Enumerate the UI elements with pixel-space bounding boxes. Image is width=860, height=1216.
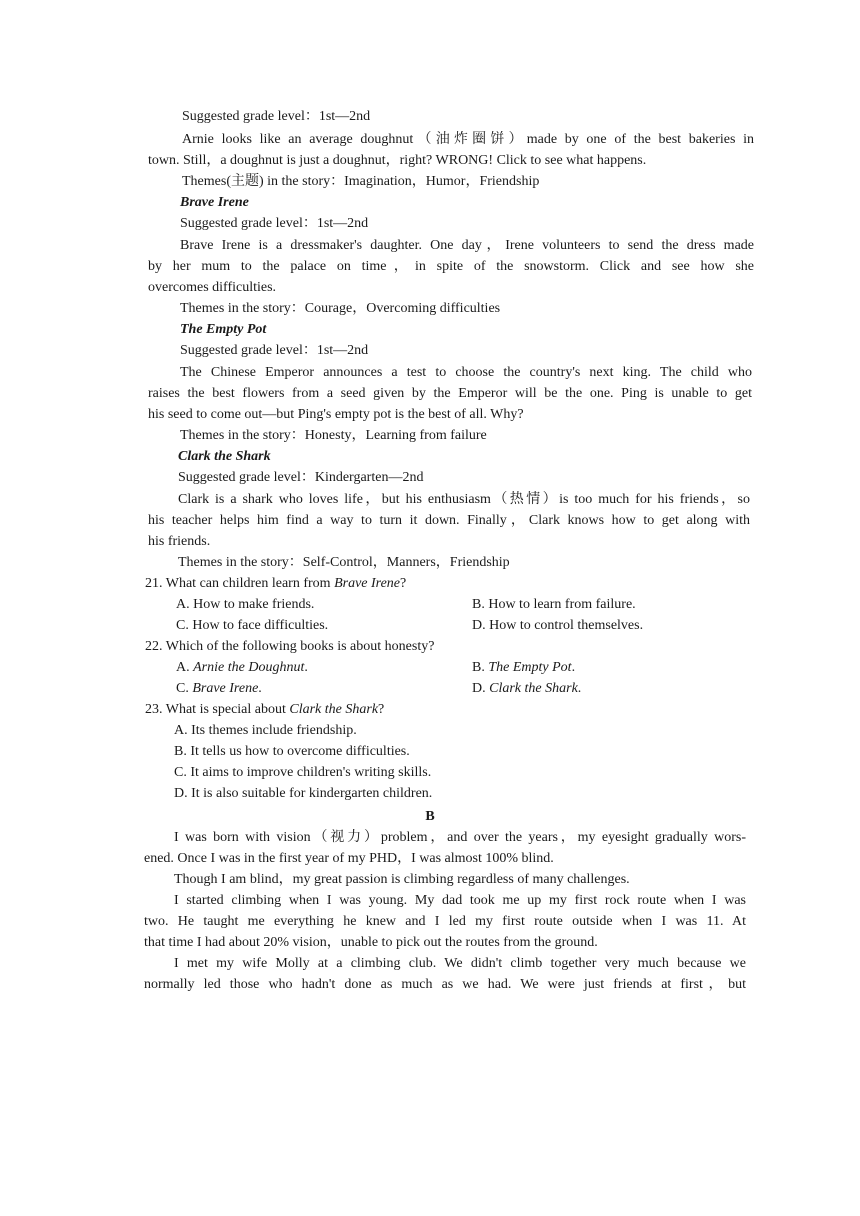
option-letter: A. <box>176 660 194 675</box>
irene-description-line: by her mum to the palace on time，in spite of the snowstorm. Click and see how she <box>148 259 754 274</box>
clark-themes: Themes in the story：Self-Control，Manners，Friendship <box>178 555 510 570</box>
option-book-title: Clark the Shark <box>489 681 578 696</box>
book-title-clark-shark: Clark the Shark <box>178 449 271 464</box>
passage-b-line: I started climbing when I was young. My dad took me up my first rock route when I was <box>174 893 746 908</box>
question-22-option-b[interactable] <box>472 659 575 677</box>
question-21-book-title: Brave Irene <box>334 576 401 591</box>
question-21-option-d[interactable]: D. How to control themselves. <box>472 618 644 633</box>
book-title-empty-pot: The Empty Pot <box>180 322 267 337</box>
question-23-option-a[interactable]: A. Its themes include friendship. <box>174 723 357 738</box>
clark-grade-level: Suggested grade level：Kindergarten—2nd <box>178 470 424 485</box>
pot-description-line: his seed to come out—but Ping's empty pot is the best of all. Why? <box>148 407 524 422</box>
passage-b-line: I met my wife Molly at a climbing club. We didn't climb together very much because we <box>174 956 746 971</box>
question-23-option-c[interactable]: C. It aims to improve children's writing skills. <box>174 765 432 780</box>
passage-b-line: I was born with vision（视力）problem，and over the years，my eyesight gradually wors- <box>174 830 746 845</box>
pot-themes: Themes in the story：Honesty，Learning from failure <box>180 428 487 443</box>
passage-b-line: Though I am blind，my great passion is climbing regardless of many challenges. <box>174 872 630 887</box>
clark-description-line: Clark is a shark who loves life，but his enthusiasm（热情）is too much for his friends，so <box>178 492 750 507</box>
pot-description-line: raises the best flowers from a seed given by the Emperor will be the one. Ping is unable to get <box>148 386 752 401</box>
arnie-grade-level: Suggested grade level：1st—2nd <box>182 109 371 124</box>
question-21-option-a[interactable]: A. How to make friends. <box>176 597 315 612</box>
irene-description-line: Brave Irene is a dressmaker's daughter. One day，Irene volunteers to send the dress made <box>180 238 754 253</box>
pot-description-line: The Chinese Emperor announces a test to choose the country's next king. The child who <box>180 365 752 380</box>
option-book-title: The Empty Pot <box>488 660 572 675</box>
arnie-themes: Themes(主题) in the story：Imagination，Humor，Friendship <box>182 174 540 189</box>
question-23-stem <box>145 701 384 719</box>
arnie-description-line: town. Still，a doughnut is just a doughnut，right? WRONG! Click to see what happens. <box>148 153 647 168</box>
question-23-book-title: Clark the Shark <box>289 702 379 717</box>
question-23-option-b[interactable]: B. It tells us how to overcome difficulties. <box>174 744 410 759</box>
section-heading-b: B <box>425 809 435 824</box>
question-22-stem: 22. Which of the following books is about honesty? <box>145 639 435 654</box>
passage-b-line: two. He taught me everything he knew and I led my first route outside when I was 11. At <box>144 914 746 929</box>
irene-themes: Themes in the story：Courage，Overcoming difficulties <box>180 301 501 316</box>
option-book-title: Arnie the Doughnut <box>193 660 305 675</box>
passage-b-line: that time I had about 20% vision，unable to pick out the routes from the ground. <box>144 935 598 950</box>
question-21-option-c[interactable]: C. How to face difficulties. <box>176 618 329 633</box>
question-21-option-b[interactable]: B. How to learn from failure. <box>472 597 636 612</box>
question-21-stem <box>145 575 406 593</box>
arnie-description-line: Arnie looks like an average doughnut（油炸圈饼）made by one of the best bakeries in <box>182 132 754 147</box>
option-letter: C. <box>176 681 193 696</box>
clark-description-line: his teacher helps him find a way to turn it down. Finally，Clark knows how to get along with <box>148 513 750 528</box>
question-21-mark: ? <box>400 576 407 591</box>
irene-description-line: overcomes difficulties. <box>148 280 277 295</box>
question-23-option-d[interactable]: D. It is also suitable for kindergarten children. <box>174 786 433 801</box>
book-title-brave-irene: Brave Irene <box>180 195 249 210</box>
question-21-text: 21. What can children learn from <box>145 576 335 591</box>
irene-grade-level: Suggested grade level：1st—2nd <box>180 216 369 231</box>
option-period: . <box>258 681 262 696</box>
question-22-option-d[interactable] <box>472 680 581 698</box>
question-22-option-c[interactable] <box>176 680 262 698</box>
option-letter: D. <box>472 681 490 696</box>
option-period: . <box>571 660 576 675</box>
option-letter: B. <box>472 660 489 675</box>
question-23-text: 23. What is special about <box>145 702 290 717</box>
pot-grade-level: Suggested grade level：1st—2nd <box>180 343 369 358</box>
question-23-mark: ? <box>378 702 385 717</box>
option-book-title: Brave Irene <box>192 681 259 696</box>
option-period: . <box>304 660 308 675</box>
question-22-option-a[interactable] <box>176 659 308 677</box>
passage-b-line: ened. Once I was in the first year of my PHD，I was almost 100% blind. <box>144 851 554 866</box>
option-period: . <box>577 681 582 696</box>
passage-b-line: normally led those who hadn't done as much as we had. We were just friends at first，but <box>144 977 746 992</box>
clark-description-line: his friends. <box>148 534 211 549</box>
